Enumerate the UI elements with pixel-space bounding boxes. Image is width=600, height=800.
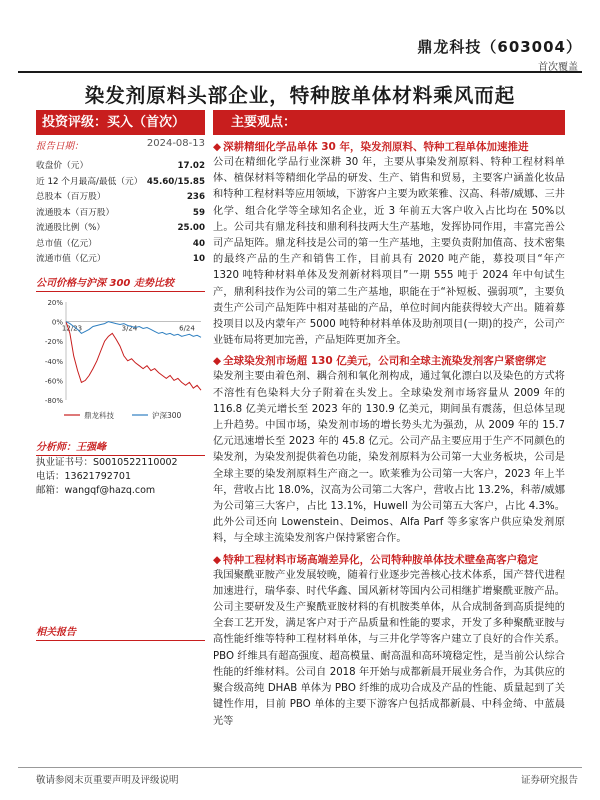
stat-value: 40 [192, 238, 205, 249]
stat-label: 总市值（亿元） [36, 238, 97, 249]
stat-label: 流通股本（百万股） [36, 207, 115, 218]
main-title: 主要观点： [213, 110, 565, 135]
main-content [213, 110, 565, 730]
stat-value: 25.00 [177, 223, 205, 233]
y-tick-label: 0% [51, 318, 63, 327]
section-body: 染发剂主要由着色剂、耦合剂和氧化剂构成，通过氧化漂白以及染色的方式将不溶性有色染料大分子附着在头发上。全球染发剂市场容量从 2009 年的 116.8 亿美元增长至 2023 年的 130.9 亿美元，期间虽有震荡，但总体呈现上升趋势。中国市场，染发剂市场的增长势头尤为强劲，从 2009 年的 15.7 亿元迅速增长至 2023 年的 45.8 亿元。公司产品主要应用于生产不同颜色的染发剂，为染发剂提供着色功能，染发剂原料为公司第一大业务板块，公司是全球主要的染发剂原料生产商之一。欧莱雅为公司第一大客户，2023 年上半年，营收占比 18.0%，汉高为公司第二大客户，营收占比 13.2%，科蒂/威娜为公司第三大客户，占比 13.1%，Huwell 为公司第五大客户，占比 4.3%。此外公司还向 Lowenstein、Deimos、Alfa Parf 等多家客户供应染发剂原料，与全球主流染发剂客户保持紧密合作。 [213, 371, 565, 545]
report-date: 2024-08-13 [146, 138, 205, 149]
stat-value: 45.60/15.85 [146, 176, 205, 187]
stat-value: 17.02 [177, 161, 205, 171]
report-date-label: 报告日期： [36, 141, 84, 152]
stat-row [36, 159, 205, 175]
chart-title: 公司价格与沪深 300 走势比较 [36, 274, 205, 292]
stat-row [36, 221, 205, 237]
report-headline: 染发剂原料头部企业，特种胺单体材料乘风而起 [84, 84, 516, 107]
company-name: 鼎龙科技（603004） [417, 38, 582, 56]
footer-divider [18, 767, 582, 768]
analyst-license: 执业证书号：S0010522110002 [36, 456, 178, 468]
sidebar [36, 110, 205, 498]
y-tick-label: -60% [44, 376, 63, 385]
stat-value: 236 [186, 192, 205, 202]
analyst-email: 邮箱：wangqf@hazq.com [36, 484, 156, 496]
price-chart-svg [36, 296, 205, 426]
stat-label: 总股本（百万股） [36, 192, 106, 202]
section-heading [213, 552, 565, 568]
y-tick-label: -80% [44, 396, 63, 405]
stock-stats [36, 159, 205, 268]
section-body: 我国聚酰亚胺产业发展较晚，随着行业逐步完善核心技术体系，国产替代进程加速进行，瑞华泰、时代华鑫、国风新材等国内公司相继扩增聚酰亚胺产品。公司主要研发及生产聚酰亚胺材料的有机胺类单体，从合成制备到高质提纯的全套工艺开发，满足客户对于产品质量和性能的要求，开发了多种聚酰亚胺与高性能纤维等特种工程材料单体，与三井化学等客户建立了良好的合作关系。PBO 纤维具有超高强度、超高模量、耐高温和高环境稳定性，是当前公认综合性能的纤维材料。公司自 2018 年开始与成都新晨开展业务合作，为其供应的聚合级高纯 DHAB 单体为 PBO 纤维的成功合成及产品的性能、质量起到了关键性作用，目前 PBO 单体的主要下游客户包括成都新晨、中科金绮、中蓝晨光等 [213, 569, 565, 727]
price-chart [36, 296, 205, 426]
diamond-bullet-icon: ◆ [213, 553, 222, 566]
analyst-block [36, 438, 205, 498]
diamond-bullet-icon: ◆ [213, 355, 222, 368]
related-title: 相关报告 [36, 623, 205, 641]
y-tick-label: -40% [44, 357, 63, 366]
footer-disclaimer: 敬请参阅末页重要声明及评级说明 [36, 775, 179, 786]
stat-value: 59 [192, 207, 205, 218]
section [213, 552, 565, 730]
y-tick-label: -20% [44, 337, 63, 346]
x-tick-label: 6/24 [179, 324, 195, 333]
section [213, 353, 565, 547]
stat-label: 流通股比例（%） [36, 223, 106, 233]
diamond-bullet-icon: ◆ [213, 141, 222, 153]
stat-row [36, 175, 205, 191]
section-heading-text: 特种工程材料市场高端差异化，公司特种胺单体技术壁垒高客户稳定 [223, 553, 539, 566]
x-tick-label: 12/23 [61, 324, 83, 333]
section [213, 139, 565, 349]
stat-value: 10 [192, 254, 205, 264]
section-heading [213, 139, 565, 155]
stat-label: 近 12 个月最高/最低（元） [36, 176, 143, 187]
stat-row [36, 252, 205, 268]
investment-rating: 投资评级：买入（首次） [36, 110, 205, 135]
section-heading [213, 353, 565, 369]
x-tick-label: 3/24 [121, 324, 138, 333]
legend-label: 沪深300 [152, 410, 182, 420]
section-heading-text: 深耕精细化学品单体 30 年，染发剂原料、特种工程单体加速推进 [223, 141, 529, 153]
analyst-phone: 电话：13621792701 [36, 470, 131, 482]
y-tick-label: 20% [47, 298, 63, 307]
footer-report-label: 证券研究报告 [520, 775, 578, 786]
stat-label: 收盘价（元） [36, 161, 89, 171]
report-type: 首次覆盖 [538, 62, 578, 73]
stat-row [36, 206, 205, 222]
top-divider [18, 71, 582, 73]
related-reports [36, 617, 205, 641]
stat-label: 流通市值（亿元） [36, 254, 106, 264]
stat-row [36, 190, 205, 206]
legend-label: 鼎龙科技 [84, 410, 114, 420]
section-heading-text: 全球染发剂市场超 130 亿美元，公司和全球主流染发剂客户紧密绑定 [223, 355, 547, 368]
analyst-title: 分析师：王强峰 [36, 438, 205, 456]
report-date-row [36, 138, 205, 152]
section-body: 公司在精细化学品行业深耕 30 年，主要从事染发剂原料、特种工程材料单体、植保材料等精细化学品的研发、生产、销售和贸易，主要客户涵盖化妆品和特种工程材料等应用领域，下游客户主要为欧莱雅、汉高、科蒂/威娜、三井化学、组合化学等全球知名企业，近 3 年前五大客户收入占比均在 50%以上。公司共有鼎龙科技和鼎利科技两大生产基地，发挥协同作用，丰富完善公司产品矩阵。鼎龙科技是公司的第一生产基地，主要负责附加值高、技术密集的最终产品的生产和销售工作，目前具有 2020 吨产能，募投项目“年产 1320 吨特种材料单体及发剂新材料项目”一期 555 吨于 2024 年中旬试生产，鼎利科技作为公司的第二生产基地，职能在于“补短板、强弱项”，主要负责生产公司产品矩阵中相对基础的产品，单位时间内能获得较大产出。随着募投项目以及内蒙年产 5000 吨特种材料单体及助剂项目(一期)的投产，公司产业链布局将更加完善，产品矩阵更加齐全。 [213, 157, 565, 347]
stat-row [36, 237, 205, 253]
